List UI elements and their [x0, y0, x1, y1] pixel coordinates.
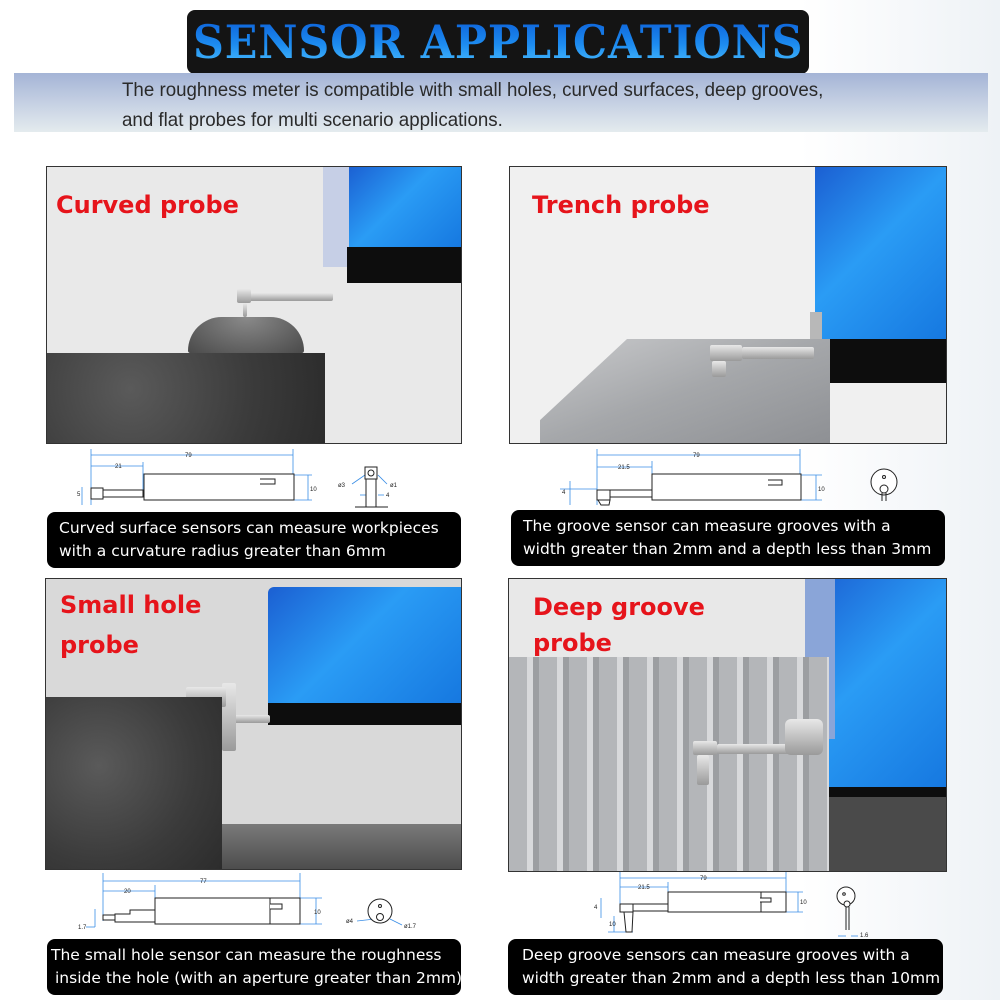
photo-curved-probe	[46, 166, 462, 444]
svg-text:21.5: 21.5	[638, 885, 650, 891]
svg-text:5: 5	[77, 492, 81, 498]
panel-label: Curved probe	[56, 191, 239, 219]
svg-text:4: 4	[386, 493, 390, 499]
deep-groove-workpiece	[509, 657, 829, 871]
svg-text:10: 10	[609, 922, 616, 928]
svg-text:ø1: ø1	[390, 483, 398, 489]
svg-text:10: 10	[800, 900, 807, 906]
device-body	[268, 587, 461, 703]
dimension-drawing-small-hole	[60, 869, 440, 934]
device-base	[823, 339, 946, 383]
caption-curved-probe	[47, 512, 461, 568]
dimension-drawing-deep-groove	[588, 868, 878, 938]
svg-text:21: 21	[115, 464, 122, 470]
svg-text:20: 20	[124, 889, 131, 895]
caption-line-1: The groove sensor can measure grooves with a	[523, 517, 891, 535]
svg-text:4: 4	[562, 490, 566, 496]
svg-text:4: 4	[594, 905, 598, 911]
svg-text:79: 79	[185, 453, 192, 459]
intro-line-1: The roughness meter is compatible with small holes, curved surfaces, deep grooves,	[122, 79, 824, 101]
svg-text:79: 79	[700, 876, 707, 882]
caption-trench-probe	[511, 510, 945, 566]
svg-text:ø4: ø4	[346, 919, 354, 925]
intro-line-2: and flat probes for multi scenario applications.	[122, 109, 503, 131]
svg-text:77: 77	[200, 879, 207, 885]
svg-text:10: 10	[818, 487, 825, 493]
intro-text	[122, 75, 948, 135]
device-base	[347, 247, 461, 283]
svg-text:10: 10	[310, 487, 317, 493]
caption-deep-groove-probe	[508, 939, 943, 995]
photo-deep-groove-probe	[508, 578, 947, 872]
device-body	[815, 167, 946, 339]
granite-block	[47, 353, 325, 443]
device-base	[268, 703, 461, 725]
probe-rod	[742, 347, 814, 359]
caption-line-2: width greater than 2mm and a depth less than 10mm	[522, 969, 941, 987]
page-title: SENSOR APPLICATIONS	[192, 15, 804, 69]
svg-text:1.6: 1.6	[860, 933, 869, 939]
caption-line-2: with a curvature radius greater than 6mm	[59, 542, 386, 560]
caption-line-2: width greater than 2mm and a depth less than 3mm	[523, 540, 932, 558]
title-banner	[187, 10, 809, 74]
probe-rod	[234, 715, 270, 723]
svg-text:ø3: ø3	[338, 483, 346, 489]
svg-text:21.5: 21.5	[618, 465, 630, 471]
svg-text:1.7: 1.7	[78, 925, 87, 931]
device-base	[827, 787, 946, 797]
photo-trench-probe	[509, 166, 947, 444]
caption-line-1: The small hole sensor can measure the roughness	[51, 946, 442, 964]
svg-text:79: 79	[693, 453, 700, 459]
caption-small-hole-probe	[47, 939, 461, 995]
caption-line-1: Curved surface sensors can measure workpieces	[59, 519, 439, 537]
curved-workpiece	[188, 317, 304, 353]
photo-small-hole-probe	[45, 578, 462, 870]
device-body	[347, 167, 461, 247]
intro-banner	[14, 73, 988, 132]
probe-rod	[247, 293, 333, 301]
panel-label: Trench probe	[532, 191, 710, 219]
dimension-drawing-trench	[560, 447, 920, 507]
granite-block	[46, 697, 222, 869]
svg-text:ø1.7: ø1.7	[404, 924, 417, 930]
panel-label: Deep groove probe	[533, 593, 705, 657]
svg-text:10: 10	[314, 910, 321, 916]
probe-rod	[717, 744, 793, 754]
caption-line-2: inside the hole (with an aperture greater than 2mm)	[55, 969, 463, 987]
caption-line-1: Deep groove sensors can measure grooves with a	[522, 946, 910, 964]
dimension-drawing-curved	[60, 447, 420, 507]
panel-label: Small hole probe	[60, 591, 202, 659]
